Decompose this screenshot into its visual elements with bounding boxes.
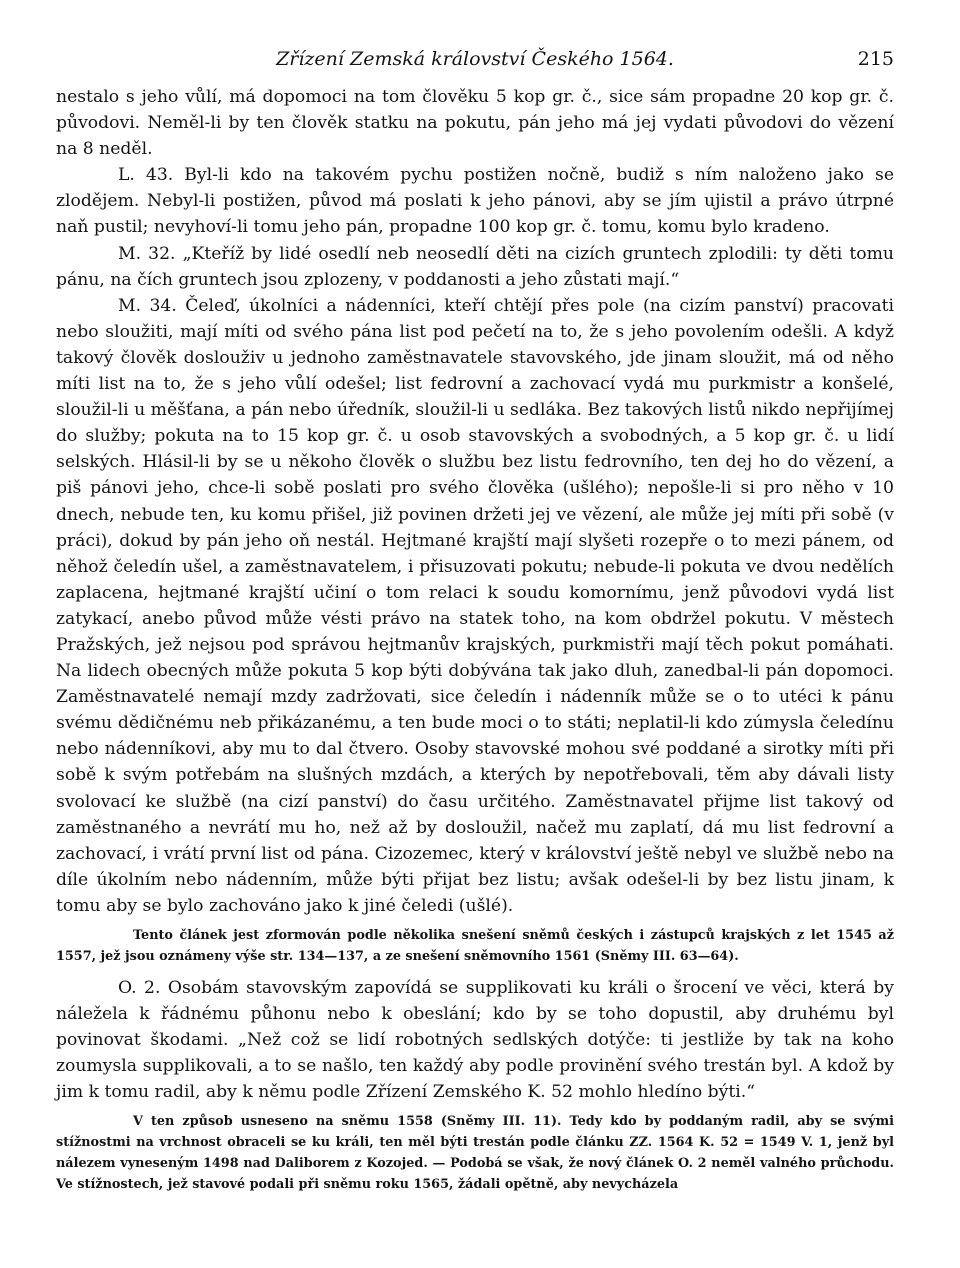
running-header: [56, 48, 894, 84]
paragraph-m32: M. 32. „Kteříž by lidé osedlí neb neosedlí děti na cizích gruntech zplodili: ty děti tomu pánu, na čích gruntech jsou zplozeny, v poddanosti a jeho zůstati mají.“: [56, 243, 894, 290]
paragraph: nestalo s jeho vůlí, má dopomoci na tom člověku 5 kop gr. č., sice sám propadne 20 kop gr. č. původovi. Neměl-li by ten člověk statku na pokutu, pán jeho má jej vydati původovi do vězení na 8 neděl.: [56, 87, 894, 160]
paragraph-l43: L. 43. Byl-li kdo na takovém pychu postižen nočně, budiž s ním naloženo jako se zlodějem. Nebyl-li postižen, původ má poslati k jeho pánovi, aby se jím ujistil a právo útrpné naň pustil; nevyhoví-li tomu jeho pán, propadne 100 kop gr. č. tomu, komu bylo kradeno.: [56, 165, 894, 238]
header-title: Zřízení Zemská království Českého 1564.: [276, 48, 674, 70]
note-text: Tento článek jest zformován podle několika snešení sněmů českých i zástupců krajských z let 1545 až 1557, jež jsou oznámeny výše str. 134—137, a ze snešení sněmovního 1561 (Sněmy III. 63—64).: [56, 928, 894, 964]
main-text: [56, 84, 894, 919]
page-number: 215: [857, 48, 894, 70]
editorial-note: [56, 925, 894, 967]
note-text-2: V ten způsob usneseno na sněmu 1558 (Sněmy III. 11). Tedy kdo by poddaným radil, aby se svými stížnostmi na vrchnost obraceli se ku králi, ten měl býti trestán podle článku ZZ. 1564 K. 52 = 1549 V. 1, jenž byl nálezem vyneseným 1498 nad Daliborem z Kozojed. — Podobá se však, že nový článek O. 2 neměl valného průchodu. Ve stížnostech, jež stavové podali při sněmu roku 1565, žádali opětně, aby nevycházela: [56, 1114, 894, 1193]
main-text-2: [56, 975, 894, 1105]
editorial-note-2: [56, 1111, 894, 1195]
paragraph-o2: O. 2. Osobám stavovským zapovídá se supplikovati ku králi o šrocení ve věci, která by náležela k řádnému půhonu nebo k obeslání; kdo by se toho dopustil, aby druhému byl povinovat škodami. „Než což se lidí robotných sedlských dotýče: ti jestliže by tak na koho zoumysla supplikovali, a to se našlo, ten každý aby podle provinění svého trestán byl. A kdož by jim k tomu radil, aby k němu podle Zřízení Zemského K. 52 mohlo hledíno býti.“: [56, 978, 894, 1103]
paragraph-m34: M. 34. Čeleď, úkolníci a nádenníci, kteří chtějí přes pole (na cizím panství) pracovati nebo sloužiti, mají míti od svého pána list pod pečetí na to, že s jeho povolením odešli. A když takový člověk doslouživ u jednoho zaměstnavatele stavovského, jde jinam sloužit, má od něho míti list na to, že s jeho vůlí odešel; list fedrovní a zachovací vydá mu purkmistr a konšelé, sloužil-li u měšťana, a pán nebo úředník, sloužil-li u sedláka. Bez takových listů nikdo nepřijímej do služby; pokuta na to 15 kop gr. č. u osob stavovských a svobodných, a 5 kop gr. č. u lidí selských. Hlásil-li by se u někoho člověk o službu bez listu fedrovního, ten dej ho do vězení, a piš pánovi jeho, chce-li sobě poslati pro svého člověka (ušlého); nepošle-li si pro něho v 10 dnech, nebude ten, ku komu přišel, již povinen držeti jej ve vězení, ale může jej míti při sobě (v práci), dokud by pán jeho oň nestál. Hejtmané krajští mají slyšeti rozepře o to mezi pánem, od něhož čeledín ušel, a zaměstnavatelem, i přisuzovati pokutu; nebude-li pokuta ve dvou nedělích zaplacena, hejtmané krajští učiní o tom relaci k soudu komornímu, jenž původovi vydá list zatykací, anebo původ může vésti právo na statek toho, na kom obdržel pokutu. V městech Pražských, jež nejsou pod správou hejtmanův krajských, purkmistři mají těch pokut pomáhati. Na lidech obecných může pokuta 5 kop býti dobývána tak jako dluh, zanedbal-li pán dopomoci. Zaměstnavatelé nemají mzdy zadržovati, sice čeledín i nádenník může se o to utéci k pánu svému dědičnému neb přikázanému, a ten bude moci o to státi; neplatil-li kdo zúmysla čeledínu nebo nádenníkovi, aby mu to dal čtvero. Osoby stavovské mohou své poddané a sirotky míti při sobě k svým potřebám na slušných mzdách, a kterých by nepotřebovali, těm aby dávali listy svolovací ke službě (na cizí panství) do času určitého. Zaměstnavatel přijme list takový od zaměstnaného a nevrátí mu ho, než až by dosloužil, načež mu zaplatí, dá mu list fedrovní a zachovací, i vrátí první list od pána. Cizozemec, který v království ještě nebyl ve službě nebo na díle úkolním nebo nádenním, může býti přijat bez listu; avšak odešel-li by bez listu jinam, k tomu aby se bylo zachováno jako k jiné čeledi (ušlé).: [56, 295, 894, 916]
